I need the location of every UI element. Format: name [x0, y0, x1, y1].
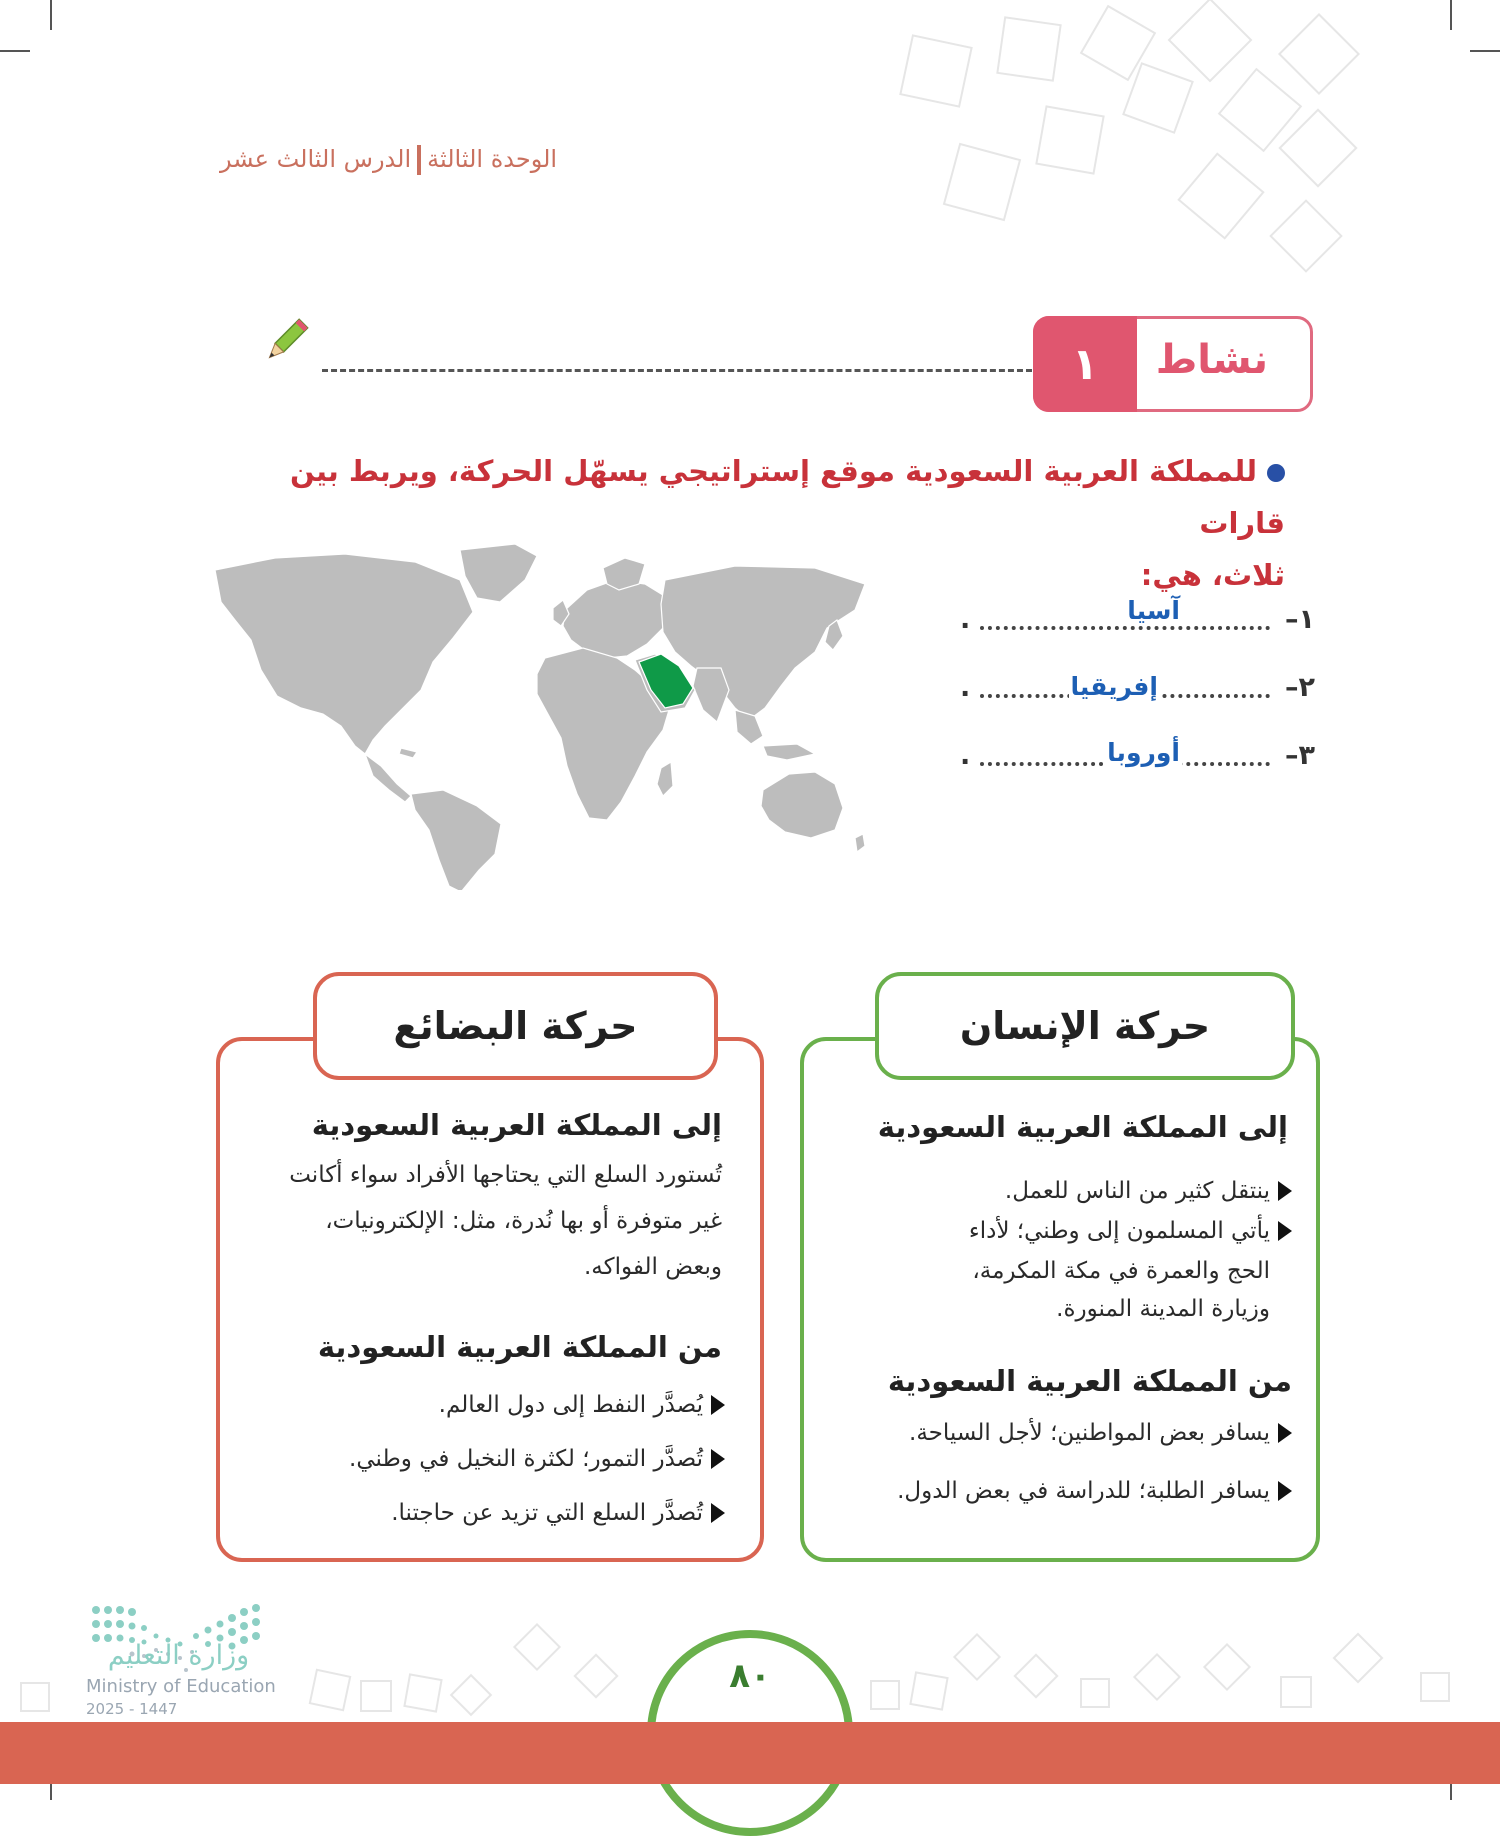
activity-number: ١: [1033, 316, 1137, 412]
crop-mark: [0, 50, 30, 52]
answer-dotted-line: [980, 626, 1270, 630]
list-item-text: يسافر بعض المواطنين؛ لأجل السياحة.: [909, 1420, 1270, 1446]
activity-dashed-line: [322, 369, 1032, 372]
human-from-heading: من المملكة العربية السعودية: [887, 1364, 1292, 1398]
triangle-bullet-icon: [711, 1395, 725, 1415]
list-item-text: تُصدَّر السلع التي تزيد عن حاجتنا.: [391, 1500, 703, 1526]
list-item: [812, 1472, 1292, 1510]
answer-row: [960, 596, 1315, 644]
crop-mark: [1450, 0, 1452, 30]
list-item-text: يأتي المسلمون إلى وطني؛ لأداء: [968, 1218, 1270, 1244]
goods-to-paragraph: [202, 1152, 722, 1290]
answer-text: أوروبا: [1107, 738, 1180, 767]
list-item-continuation: وزيارة المدينة المنورة.: [1056, 1296, 1270, 1322]
list-item-text: ينتقل كثير من الناس للعمل.: [1004, 1178, 1270, 1204]
list-item: [205, 1494, 725, 1532]
triangle-bullet-icon: [711, 1449, 725, 1469]
paragraph-line: غير متوفرة أو بها نُدرة، مثل: الإلكترونيات،: [325, 1208, 722, 1234]
triangle-bullet-icon: [1278, 1221, 1292, 1241]
answer-text: إفريقيا: [1070, 672, 1158, 701]
lesson-label: الدرس الثالث عشر: [220, 145, 412, 173]
question-line-2: ثلاث، هي:: [1140, 558, 1285, 592]
unit-lesson-header: [220, 145, 600, 175]
list-item-text: تُصدَّر التمور؛ لكثرة النخيل في وطني.: [349, 1446, 703, 1472]
paragraph-line: تُستورد السلع التي يحتاجها الأفراد سواء أكانت: [289, 1162, 722, 1188]
human-movement-title: حركة الإنسان: [875, 972, 1295, 1080]
header-divider: [417, 145, 421, 175]
answer-end-dot: .: [960, 604, 971, 635]
human-to-heading: إلى المملكة العربية السعودية: [877, 1110, 1288, 1144]
list-item: [812, 1212, 1292, 1250]
bullet-dot-icon: [1267, 464, 1285, 482]
list-item: [205, 1386, 725, 1424]
triangle-bullet-icon: [1278, 1481, 1292, 1501]
activity-badge: [1033, 316, 1313, 412]
triangle-bullet-icon: [1278, 1181, 1292, 1201]
list-item-text: يسافر الطلبة؛ للدراسة في بعض الدول.: [897, 1478, 1270, 1504]
goods-to-heading: إلى المملكة العربية السعودية: [311, 1108, 722, 1142]
answer-number: ٢–: [1285, 672, 1315, 703]
list-item-continuation: الحج والعمرة في مكة المكرمة،: [972, 1258, 1270, 1284]
ministry-name-english: Ministry of Education: [86, 1676, 276, 1697]
answer-text: آسيا: [1127, 596, 1180, 625]
pencil-icon: [255, 312, 315, 372]
list-item: [812, 1414, 1292, 1452]
paragraph-line: وبعض الفواكه.: [584, 1254, 722, 1280]
page-number: ٨٠: [729, 1656, 771, 1696]
crop-mark: [50, 0, 52, 30]
ministry-year: 2025 - 1447: [86, 1700, 178, 1718]
answer-row: [960, 740, 1315, 780]
footer-bar-front: [0, 1722, 1500, 1784]
answer-end-dot: .: [960, 740, 971, 771]
list-item: [205, 1440, 725, 1478]
crop-mark: [1470, 50, 1500, 52]
list-item-text: يُصدَّر النفط إلى دول العالم.: [438, 1392, 703, 1418]
triangle-bullet-icon: [1278, 1423, 1292, 1443]
answer-number: ١–: [1285, 604, 1315, 635]
triangle-bullet-icon: [711, 1503, 725, 1523]
list-item: [812, 1172, 1292, 1210]
answer-row: [960, 672, 1315, 712]
goods-movement-title: حركة البضائع: [313, 972, 718, 1080]
activity-label: نشاط: [1155, 337, 1268, 383]
unit-label: الوحدة الثالثة: [427, 145, 558, 173]
ministry-name-arabic: وزارة التعليم: [107, 1640, 250, 1671]
answer-end-dot: .: [960, 672, 971, 703]
answer-number: ٣–: [1285, 740, 1315, 771]
world-map: [215, 540, 865, 890]
question-line-1: للمملكة العربية السعودية موقع إستراتيجي يسهّل الحركة، ويربط بين قارات: [289, 454, 1285, 540]
goods-from-heading: من المملكة العربية السعودية: [317, 1330, 722, 1364]
